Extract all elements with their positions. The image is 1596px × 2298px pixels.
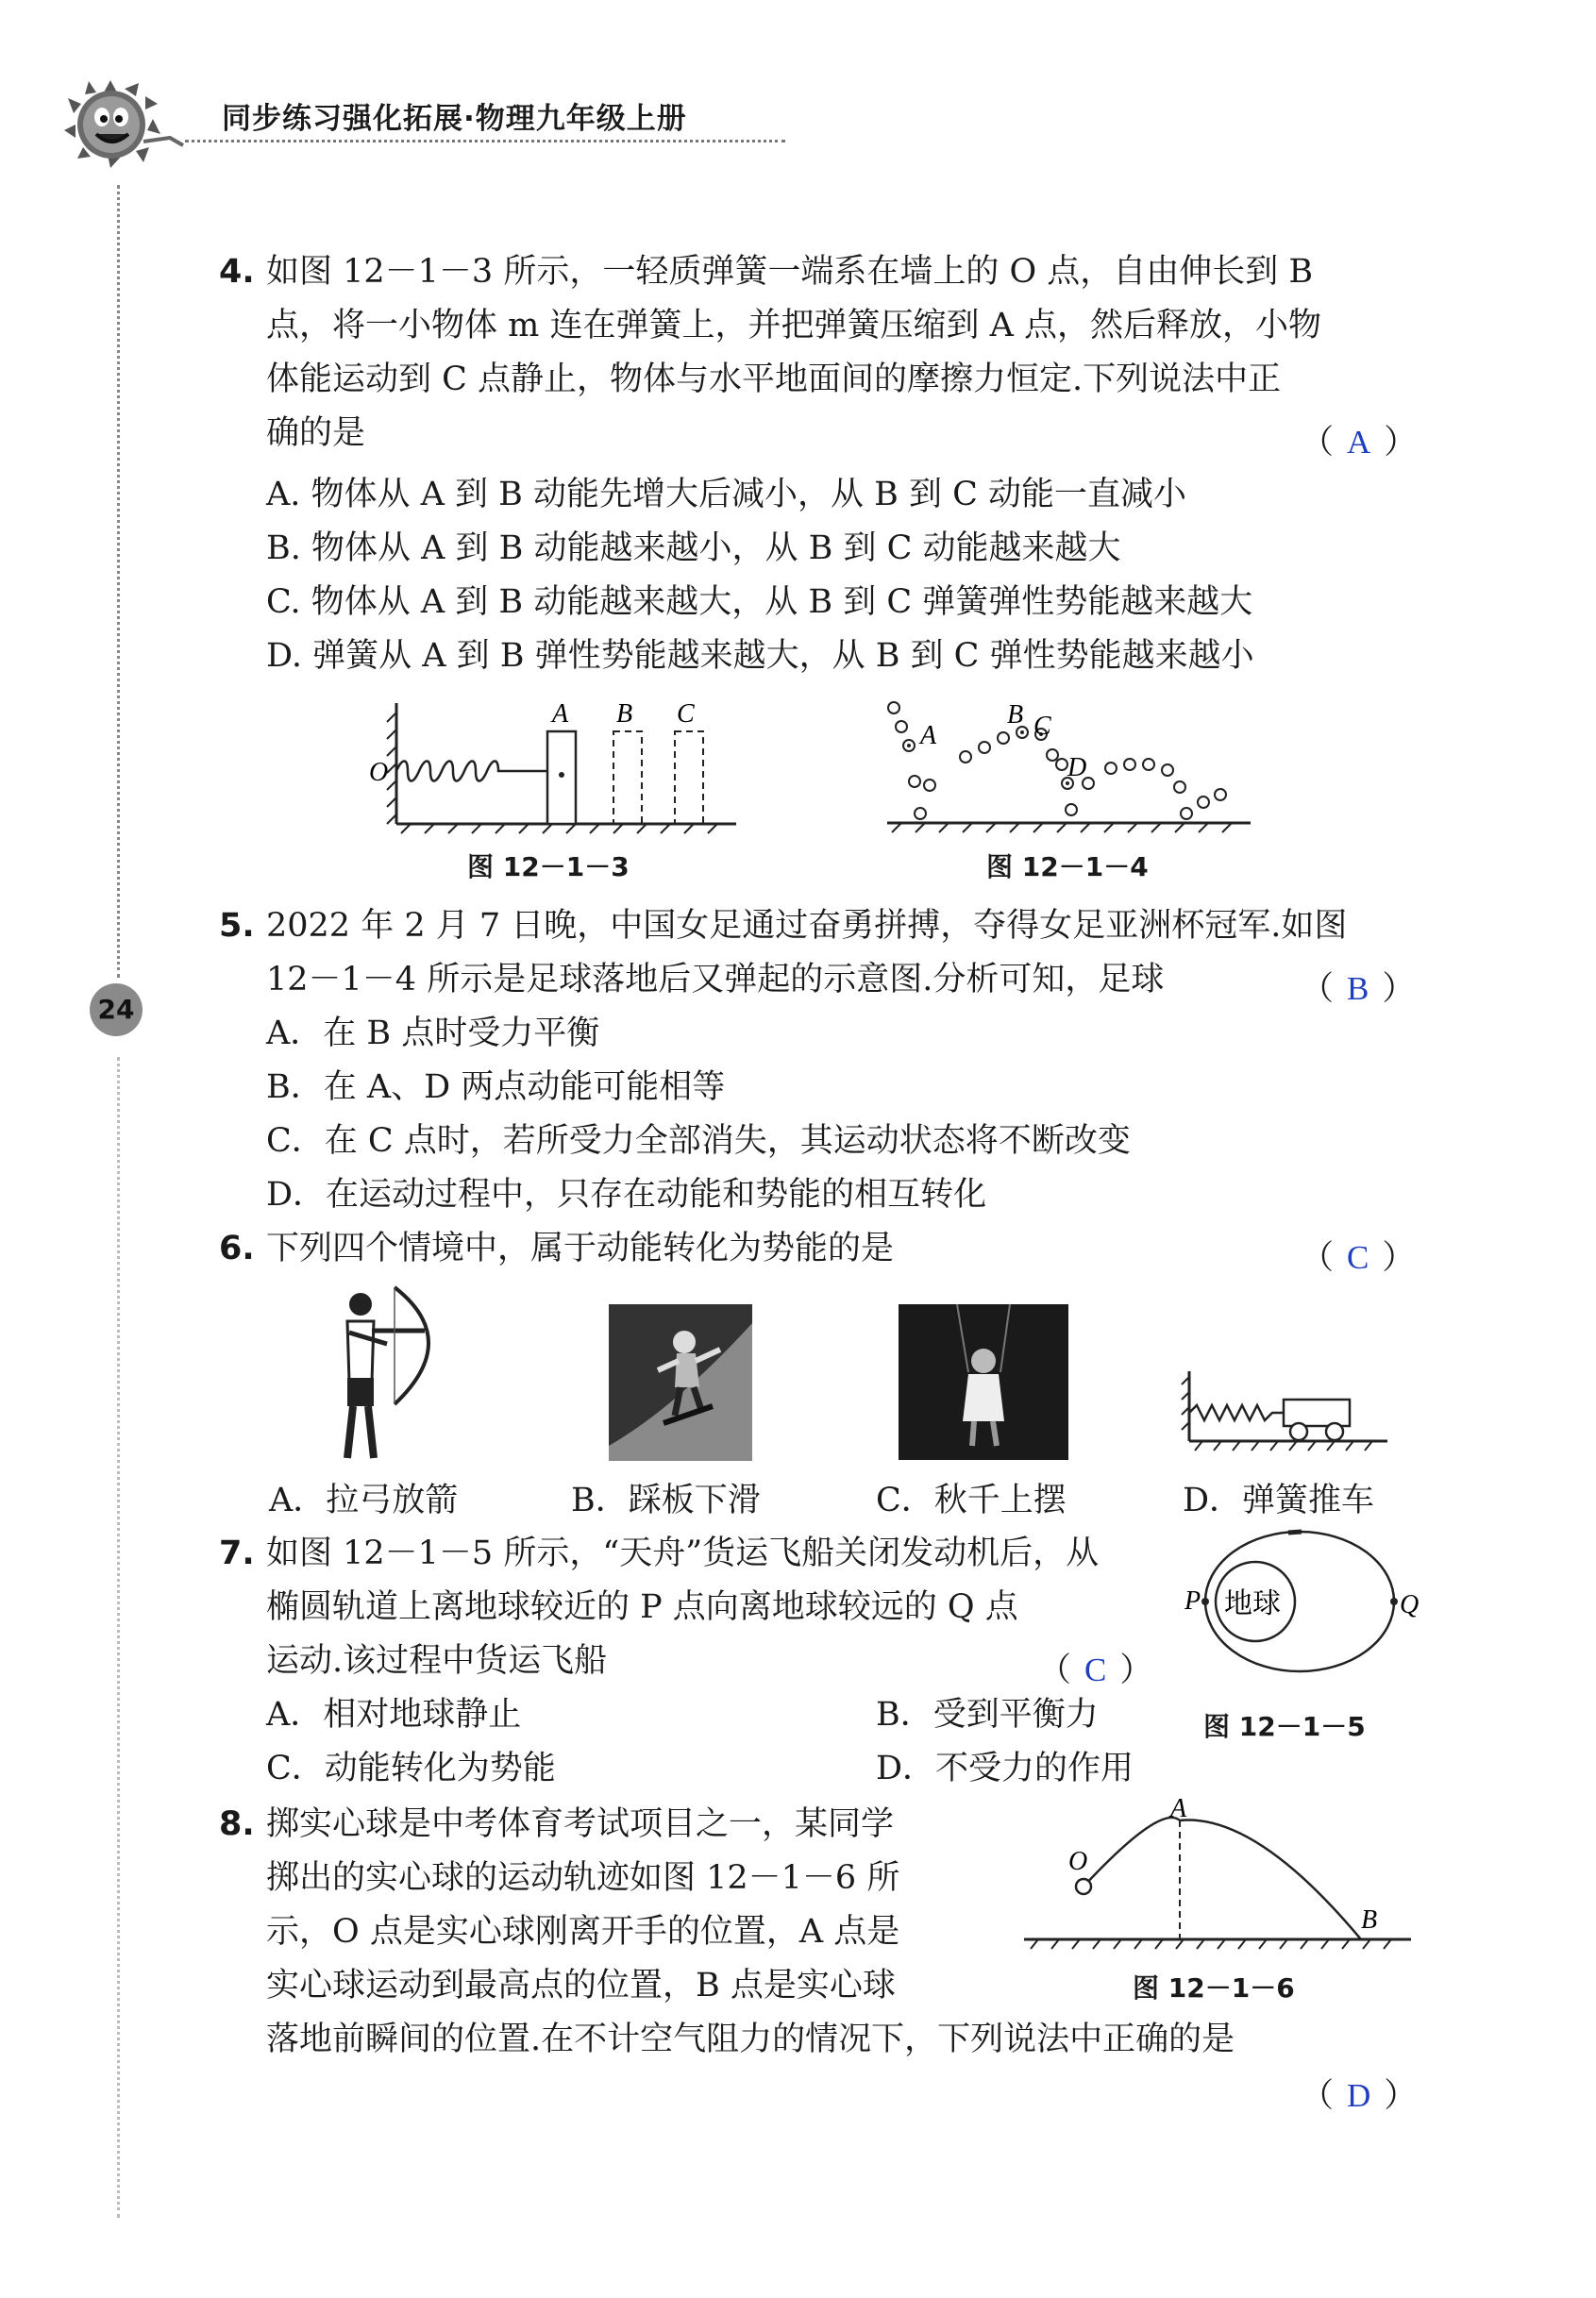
question-8 [219, 1798, 255, 1852]
answer-value: D [1347, 2077, 1371, 2114]
question-5 [219, 899, 255, 953]
question-8-line: 掷实心球是中考体育考试项目之一，某同学 [266, 1805, 895, 1843]
figure-orbit [1184, 1524, 1420, 1680]
question-7-line: 运动.该过程中货运飞船 [266, 1642, 608, 1680]
question-number: 6. [219, 1230, 255, 1267]
question-6 [219, 1222, 255, 1276]
option-d: D．弹簧推车 [1183, 1482, 1375, 1519]
question-4-line: 如图 12－1－3 所示，一轻质弹簧一端系在墙上的 O 点，自由伸长到 B [266, 253, 1314, 291]
label-c: C [677, 699, 695, 729]
label-a: A [920, 721, 937, 750]
answer-value: A [1347, 424, 1371, 461]
option-a: A. 物体从 A 到 B 动能先增大后减小，从 B 到 C 动能一直减小 [266, 476, 1187, 513]
label-b: B [1361, 1905, 1378, 1935]
figure-caption: 图 12－1－3 [467, 851, 630, 882]
question-8-line: 落地前瞬间的位置.在不计空气阻力的情况下，下列说法中正确的是 [266, 2021, 1235, 2058]
question-5-line: 2022 年 2 月 7 日晚，中国女足通过奋勇拼搏，夺得女足亚洲杯冠军.如图 [266, 907, 1348, 945]
header-title: 同步练习强化拓展·物理九年级上册 [222, 102, 687, 136]
label-a: A [552, 699, 569, 729]
question-number: 4. [219, 253, 255, 291]
label-q: Q [1400, 1590, 1420, 1619]
figure-projectile [1019, 1798, 1416, 1954]
question-7-line: 如图 12－1－5 所示，“天舟”货运飞船关闭发动机后，从 [266, 1535, 1100, 1572]
page-number: 24 [90, 983, 143, 1036]
label-d: D [1067, 753, 1087, 782]
figure-caption: 图 12－1－5 [1203, 1711, 1366, 1742]
answer-blank: （ D ） [1301, 2077, 1418, 2115]
option-c: C. 物体从 A 到 B 动能越来越大，从 B 到 C 弹簧弹性势能越来越大 [266, 583, 1253, 621]
question-4 [219, 245, 255, 299]
mascot-logo-icon [59, 75, 200, 170]
label-p: P [1184, 1586, 1201, 1616]
margin-dotted-line-lower [117, 1057, 120, 2218]
question-8-line: 实心球运动到最高点的位置，B 点是实心球 [266, 1967, 896, 2004]
option-c: C．在 C 点时，若所受力全部消失，其运动状态将不断改变 [266, 1122, 1131, 1160]
figure-caption: 图 12－1－4 [986, 851, 1149, 882]
option-b: B. 物体从 A 到 B 动能越来越小，从 B 到 C 动能越来越大 [266, 529, 1121, 567]
figure-caption: 图 12－1－6 [1133, 1972, 1295, 2004]
answer-blank: （ C ） [1301, 1239, 1416, 1277]
earth-label: 地球 [1224, 1588, 1281, 1619]
label-b: B [616, 699, 633, 729]
margin-dotted-line [117, 185, 120, 978]
question-5-line: 12－1－4 所示是足球落地后又弹起的示意图.分析可知，足球 [266, 961, 1165, 998]
answer-blank: （ A ） [1301, 424, 1418, 461]
answer-value: C [1347, 1239, 1369, 1276]
question-number: 7. [219, 1535, 255, 1572]
question-number: 5. [219, 907, 255, 945]
option-d: D．不受力的作用 [876, 1750, 1134, 1787]
header-divider [185, 140, 785, 143]
label-o: O [1068, 1847, 1088, 1876]
skateboard-image [609, 1304, 752, 1461]
question-6-text: 下列四个情境中，属于动能转化为势能的是 [266, 1230, 895, 1267]
question-8-line: 掷出的实心球的运动轨迹如图 12－1－6 所 [266, 1859, 900, 1897]
option-b: B．在 A、D 两点动能可能相等 [266, 1068, 726, 1106]
answer-value: B [1347, 970, 1369, 1007]
answer-value: C [1084, 1652, 1107, 1688]
label-a: A [1170, 1798, 1187, 1823]
question-number: 8. [219, 1805, 255, 1843]
option-c: C．动能转化为势能 [266, 1750, 556, 1787]
option-b: B．受到平衡力 [876, 1696, 1099, 1734]
option-a: A．拉弓放箭 [269, 1482, 459, 1519]
answer-blank: （ C ） [1038, 1652, 1153, 1689]
option-c: C．秋千上摆 [876, 1482, 1067, 1519]
option-b: B．踩板下滑 [571, 1482, 761, 1519]
spring-cart-image [1180, 1364, 1392, 1458]
option-d: D. 弹簧从 A 到 B 弹性势能越来越大，从 B 到 C 弹性势能越来越小 [266, 637, 1254, 675]
question-7 [219, 1527, 255, 1581]
label-o: O [369, 758, 389, 787]
question-7-line: 椭圆轨道上离地球较近的 P 点向离地球较远的 Q 点 [266, 1588, 1018, 1626]
archer-image [311, 1283, 444, 1463]
answer-blank: （ B ） [1301, 970, 1416, 1008]
figure-ball-bounce [882, 689, 1255, 840]
option-a: A．在 B 点时受力平衡 [266, 1015, 600, 1052]
figure-spring-wall [363, 684, 741, 835]
question-4-line: 体能运动到 C 点静止，物体与水平地面间的摩擦力恒定.下列说法中正 [266, 361, 1282, 398]
question-8-line: 示，O 点是实心球刚离开手的位置，A 点是 [266, 1913, 900, 1951]
question-4-line: 点，将一小物体 m 连在弹簧上，并把弹簧压缩到 A 点，然后释放，小物 [266, 307, 1321, 344]
label-c: C [1033, 712, 1051, 741]
question-4-line: 确的是 [266, 414, 366, 452]
label-b: B [1007, 700, 1024, 730]
swing-image [899, 1304, 1068, 1460]
option-d: D．在运动过程中，只存在动能和势能的相互转化 [266, 1176, 987, 1214]
option-a: A．相对地球静止 [266, 1696, 522, 1734]
